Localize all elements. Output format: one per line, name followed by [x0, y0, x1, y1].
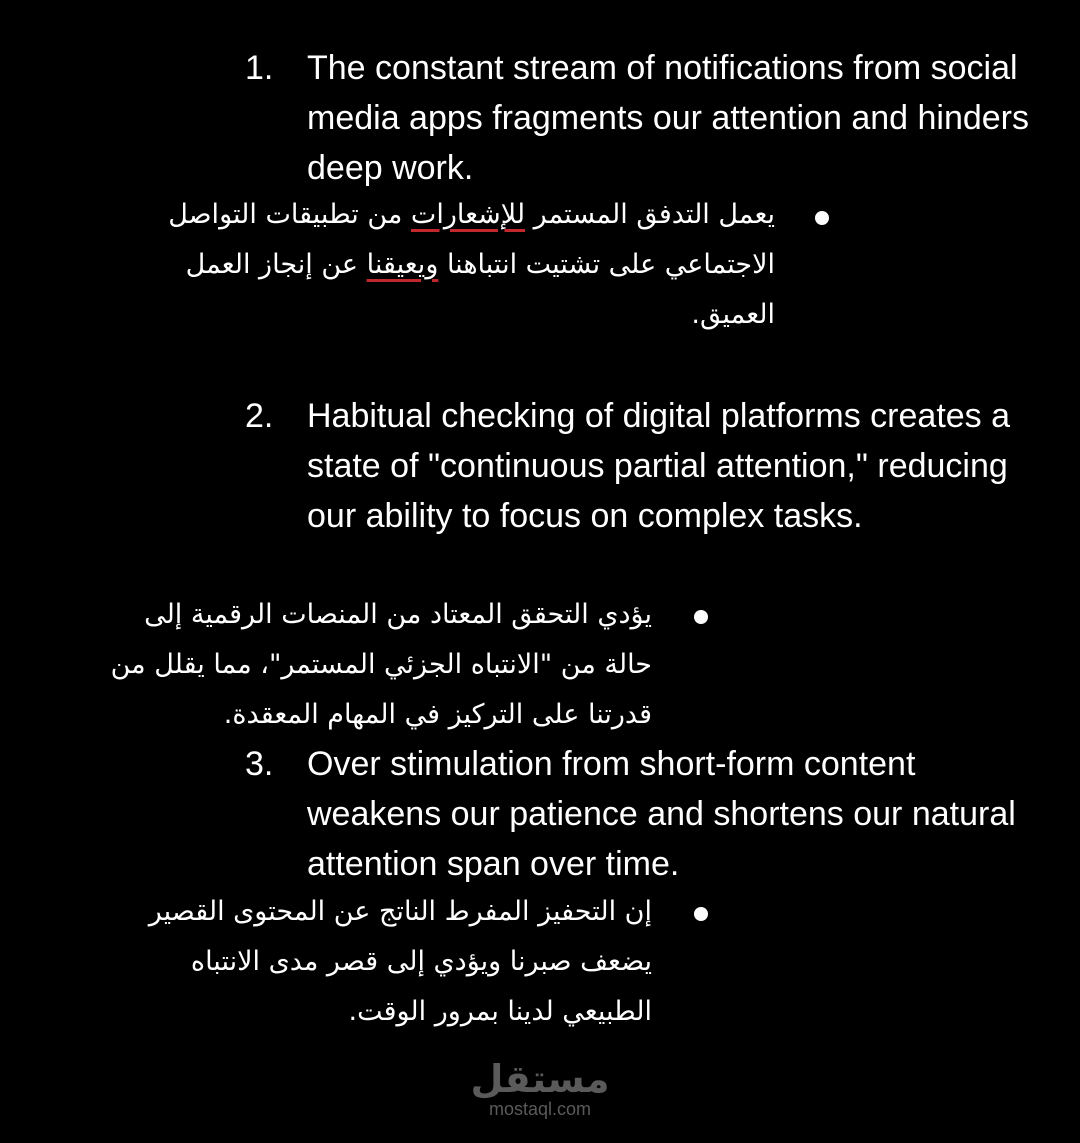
text-segment: يعمل التدفق المستمر — [525, 199, 775, 230]
text-line: العميق. — [691, 299, 775, 330]
item-1-arabic — [168, 190, 775, 340]
item-number: 1. — [245, 49, 274, 87]
misspelled-word[interactable]: للإشعارات — [410, 199, 526, 230]
item-text: The constant stream of notifications from social media apps fragments our attention and hinders deep work. — [307, 49, 1030, 187]
item-3-english — [245, 739, 1047, 889]
item-number: 3. — [245, 745, 274, 783]
text-line: يؤدي التحقق المعتاد من المنصات الرقمية إلى — [144, 599, 652, 630]
bullet-icon — [694, 610, 708, 624]
item-text: Over stimulation from short-form content weakens our patience and shortens our natural attention span over time. — [307, 745, 1016, 883]
bullet-icon — [694, 907, 708, 921]
watermark-url: mostaql.com — [488, 1099, 592, 1119]
misspelled-word[interactable]: ويعيقنا — [366, 249, 439, 280]
text-segment: عن إنجاز العمل — [185, 249, 367, 280]
item-3-arabic — [149, 887, 652, 1037]
text-segment: الاجتماعي على تشتيت انتباهنا — [438, 249, 775, 280]
text-line: قدرتنا على التركيز في المهام المعقدة. — [223, 699, 652, 730]
watermark — [470, 1057, 610, 1120]
item-2-arabic — [111, 590, 652, 740]
text-line: إن التحفيز المفرط الناتج عن المحتوى القصير — [148, 896, 652, 927]
watermark-logo: مستقل — [470, 1057, 610, 1101]
text-segment: من تطبيقات التواصل — [168, 199, 411, 230]
bullet-icon — [815, 211, 829, 225]
item-2-english — [245, 391, 1047, 541]
text-line: حالة من "الانتباه الجزئي المستمر"، مما يقلل من — [110, 649, 652, 680]
text-line: يضعف صبرنا ويؤدي إلى قصر مدى الانتباه — [190, 946, 652, 977]
item-number: 2. — [245, 397, 274, 435]
text-line: الطبيعي لدينا بمرور الوقت. — [348, 996, 652, 1027]
item-1-english — [245, 43, 1047, 193]
item-text: Habitual checking of digital platforms creates a state of "continuous partial attention," reducing our ability to focus on complex tasks. — [307, 397, 1011, 535]
